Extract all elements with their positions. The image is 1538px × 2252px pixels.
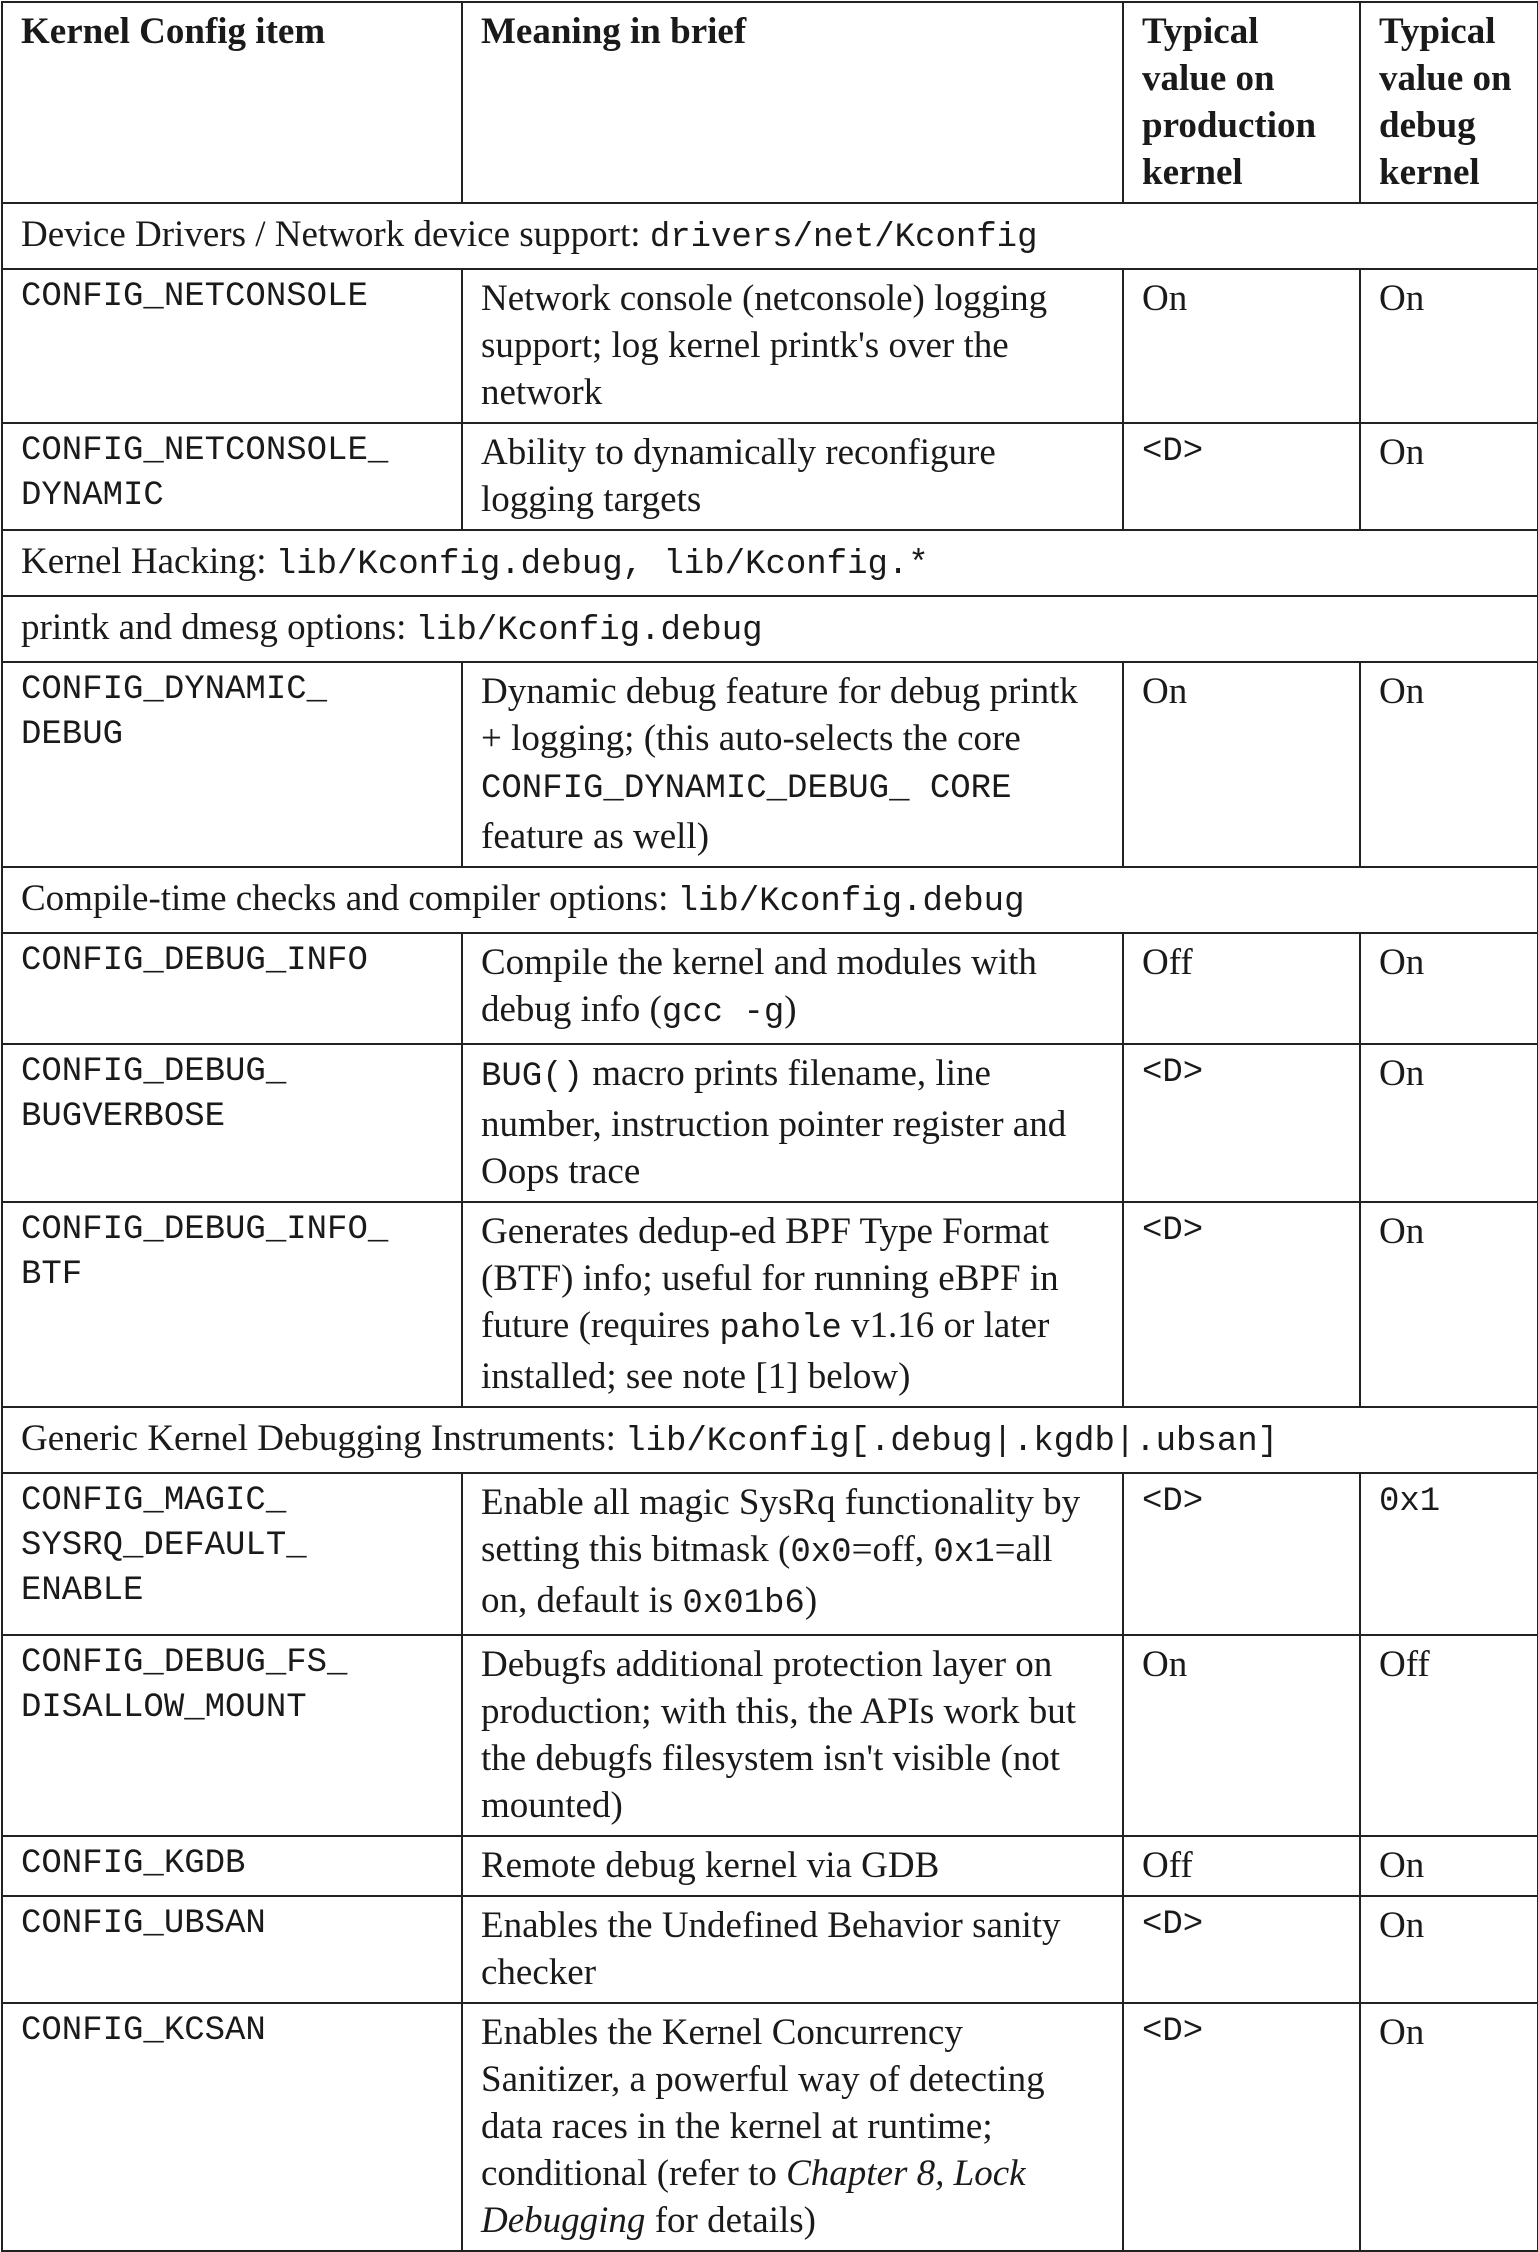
meaning-text: Enable all magic SysRq functionality by setting this bitmask ( — [481, 1482, 1081, 1570]
inline-code: CONFIG_DYNAMIC_DEBUG_ CORE — [481, 770, 1012, 808]
config-meaning — [462, 1202, 1123, 1407]
config-item-name: CONFIG_DYNAMIC_ DEBUG — [2, 662, 462, 867]
config-meaning — [462, 269, 1123, 423]
config-meaning — [462, 1473, 1123, 1635]
production-value: <D> — [1123, 423, 1360, 530]
production-value: <D> — [1123, 1044, 1360, 1202]
header-config-item: Kernel Config item — [2, 2, 462, 203]
debug-value: On — [1360, 1202, 1538, 1407]
section-row — [2, 1407, 1538, 1473]
section-heading — [2, 1407, 1538, 1473]
config-item-name: CONFIG_MAGIC_ SYSRQ_DEFAULT_ ENABLE — [2, 1473, 462, 1635]
debug-value: On — [1360, 269, 1538, 423]
inline-code: BUG() — [481, 1058, 584, 1096]
kernel-config-table — [1, 1, 1538, 2252]
table-body — [2, 203, 1538, 2251]
section-row — [2, 596, 1538, 662]
meaning-text: ) — [804, 1580, 818, 1621]
section-heading — [2, 530, 1538, 596]
section-path: lib/Kconfig[.debug|.kgdb|.ubsan] — [625, 1423, 1279, 1461]
section-title: Generic Kernel Debugging Instruments: — [21, 1418, 626, 1459]
inline-code: pahole — [719, 1310, 842, 1348]
meaning-text: feature as well) — [481, 816, 710, 857]
config-meaning — [462, 1044, 1123, 1202]
production-value: <D> — [1123, 1473, 1360, 1635]
table-row — [2, 1836, 1538, 1896]
section-row — [2, 203, 1538, 269]
meaning-text: Network console (netconsole) logging support; log kernel printk's over the network — [481, 278, 1048, 413]
config-item-name: CONFIG_DEBUG_INFO — [2, 933, 462, 1044]
debug-value: On — [1360, 2003, 1538, 2251]
meaning-text: Compile the kernel and modules with debug info ( — [481, 942, 1037, 1030]
meaning-text: for details) — [645, 2200, 816, 2241]
debug-value: On — [1360, 1836, 1538, 1896]
production-value: On — [1123, 1635, 1360, 1836]
inline-code: 0x1 — [933, 1534, 995, 1572]
config-meaning — [462, 1896, 1123, 2003]
table-row — [2, 1044, 1538, 1202]
table-row — [2, 662, 1538, 867]
production-value: <D> — [1123, 2003, 1360, 2251]
meaning-text: Debugfs additional protection layer on production; with this, the APIs work but the debugfs filesystem isn't visible (not mounted) — [481, 1644, 1077, 1826]
config-item-name: CONFIG_UBSAN — [2, 1896, 462, 2003]
header-meaning: Meaning in brief — [462, 2, 1123, 203]
meaning-text: Dynamic debug feature for debug printk + logging; (this auto-selects the core — [481, 671, 1078, 759]
debug-value: On — [1360, 423, 1538, 530]
production-value: On — [1123, 662, 1360, 867]
config-item-name: CONFIG_DEBUG_INFO_ BTF — [2, 1202, 462, 1407]
meaning-text: ) — [784, 989, 797, 1030]
inline-code: 0x01b6 — [682, 1585, 805, 1623]
header-production-value: Typical value on production kernel — [1123, 2, 1360, 203]
config-item-name: CONFIG_DEBUG_FS_ DISALLOW_MOUNT — [2, 1635, 462, 1836]
config-meaning — [462, 1836, 1123, 1896]
inline-code: gcc -g — [661, 994, 785, 1032]
section-path: drivers/net/Kconfig — [649, 219, 1038, 257]
section-title: printk and dmesg options: — [21, 607, 416, 648]
production-value: Off — [1123, 933, 1360, 1044]
section-row — [2, 867, 1538, 933]
config-item-name: CONFIG_NETCONSOLE — [2, 269, 462, 423]
config-item-name: CONFIG_KCSAN — [2, 2003, 462, 2251]
production-value: On — [1123, 269, 1360, 423]
meaning-text: macro prints filename, line number, instruction pointer register and Oops trace — [481, 1053, 1067, 1192]
meaning-text: Remote debug kernel via GDB — [481, 1845, 940, 1886]
debug-value: Off — [1360, 1635, 1538, 1836]
table-row — [2, 1202, 1538, 1407]
section-title: Compile-time checks and compiler options: — [21, 878, 678, 919]
header-row — [2, 2, 1538, 203]
section-heading — [2, 203, 1538, 269]
section-path: lib/Kconfig.debug — [415, 612, 763, 650]
section-heading — [2, 867, 1538, 933]
meaning-text: Generates dedup-ed BPF Type Format (BTF) info; useful for running eBPF in future (requires — [481, 1211, 1059, 1346]
debug-value: On — [1360, 933, 1538, 1044]
table-row — [2, 1473, 1538, 1635]
config-meaning — [462, 1635, 1123, 1836]
table-row — [2, 1896, 1538, 2003]
inline-code: 0x0 — [790, 1534, 852, 1572]
section-heading — [2, 596, 1538, 662]
config-meaning — [462, 2003, 1123, 2251]
config-item-name: CONFIG_DEBUG_ BUGVERBOSE — [2, 1044, 462, 1202]
debug-value: On — [1360, 662, 1538, 867]
config-item-name: CONFIG_NETCONSOLE_ DYNAMIC — [2, 423, 462, 530]
meaning-text: Ability to dynamically reconfigure logging targets — [481, 432, 996, 520]
config-meaning — [462, 933, 1123, 1044]
table-row — [2, 423, 1538, 530]
config-item-name: CONFIG_KGDB — [2, 1836, 462, 1896]
production-value: <D> — [1123, 1202, 1360, 1407]
table-row — [2, 269, 1538, 423]
meaning-text: =off, — [851, 1529, 934, 1570]
chapter-reference: Chapter 8, Lock Debugging — [481, 2153, 1026, 2241]
header-debug-value: Typical value on debug kernel — [1360, 2, 1538, 203]
section-row — [2, 530, 1538, 596]
debug-value: On — [1360, 1044, 1538, 1202]
section-path: lib/Kconfig.debug — [677, 883, 1025, 921]
meaning-text: v1.16 or later installed; see note [1] below) — [481, 1305, 1050, 1397]
section-title: Device Drivers / Network device support: — [21, 214, 650, 255]
debug-value: 0x1 — [1360, 1473, 1538, 1635]
meaning-text: Enables the Kernel Concurrency Sanitizer, a powerful way of detecting data races in the kernel at runtime; conditional (refer to — [481, 2012, 1045, 2194]
config-meaning — [462, 662, 1123, 867]
section-path: lib/Kconfig.debug, lib/Kconfig.* — [275, 546, 929, 584]
production-value: <D> — [1123, 1896, 1360, 2003]
table-row — [2, 1635, 1538, 1836]
meaning-text: =all on, default is — [481, 1529, 1053, 1621]
production-value: Off — [1123, 1836, 1360, 1896]
debug-value: On — [1360, 1896, 1538, 2003]
table-row — [2, 933, 1538, 1044]
config-meaning — [462, 423, 1123, 530]
section-title: Kernel Hacking: — [21, 541, 276, 582]
table-row — [2, 2003, 1538, 2251]
meaning-text: Enables the Undefined Behavior sanity checker — [481, 1905, 1061, 1993]
